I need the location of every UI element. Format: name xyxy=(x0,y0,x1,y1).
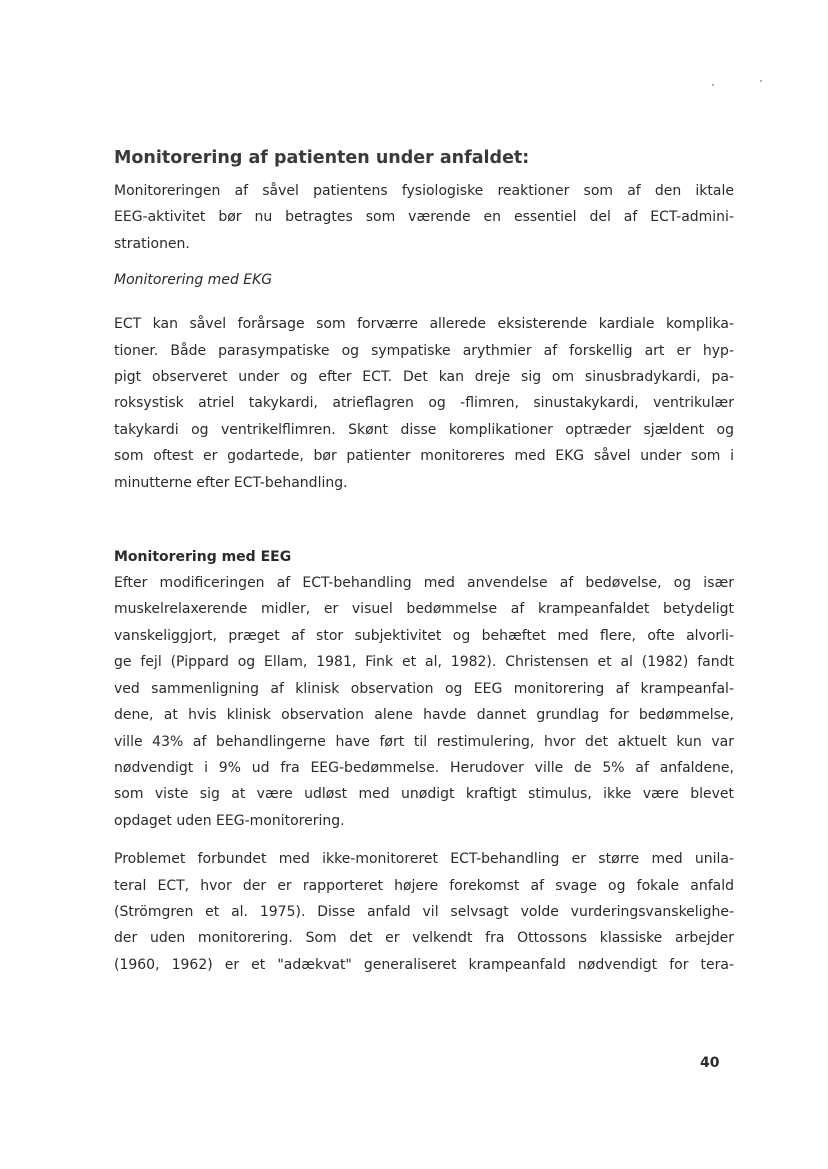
text-line: som viste sig at være udløst med unødigt kraftigt stimulus, ikke være blevet xyxy=(114,786,734,803)
text-line: muskelrelaxerende midler, er visuel bedømmelse af krampeanfaldet betydeligt xyxy=(114,601,734,618)
text-line: roksystisk atriel takykardi, atrieflagren og -flimren, sinustakykardi, ventrikulær xyxy=(114,395,734,412)
eeg-paragraph xyxy=(114,570,734,834)
text-line: dene, at hvis klinisk observation alene havde dannet grundlag for bedømmelse, xyxy=(114,707,734,724)
unilateral-paragraph xyxy=(114,846,734,978)
text-line: Problemet forbundet med ikke-monitoreret ECT-behandling er større med unila- xyxy=(114,851,734,868)
text-line: teral ECT, hvor der er rapporteret højere forekomst af svage og fokale anfald xyxy=(114,877,734,894)
text-line: som oftest er godartede, bør patienter monitoreres med EKG såvel under som i xyxy=(114,448,734,465)
text-line: minutterne efter ECT-behandling. xyxy=(114,474,348,491)
text-line: ved sammenligning af klinisk observation og EEG monitorering af krampeanfal- xyxy=(114,680,734,697)
text-line: ge fejl (Pippard og Ellam, 1981, Fink et al, 1982). Christensen et al (1982) fandt xyxy=(114,654,734,671)
text-line: (1960, 1962) er et "adækvat" generaliseret krampeanfald nødvendigt for tera- xyxy=(114,956,734,973)
text-line: der uden monitorering. Som det er velkendt fra Ottossons klassiske arbejder xyxy=(114,930,734,947)
text-line: Efter modificeringen af ECT-behandling med anvendelse af bedøvelse, og især xyxy=(114,575,734,592)
text-line: Monitoreringen af såvel patientens fysiologiske reaktioner som af den iktale xyxy=(114,183,734,199)
intro-paragraph xyxy=(114,178,734,257)
text-line: ECT kan såvel forårsage som forværre allerede eksisterende kardiale komplika- xyxy=(114,316,734,333)
text-line: opdaget uden EEG-monitorering. xyxy=(114,812,345,829)
text-line: (Strömgren et al. 1975). Disse anfald vil selvsagt volde vurderingsvanskelighe- xyxy=(114,903,734,920)
text-line: strationen. xyxy=(114,235,190,252)
text-line: EEG-aktivitet bør nu betragtes som værende en essentiel del af ECT-admini- xyxy=(114,209,734,226)
text-line: ville 43% af behandlingerne have ført til restimulering, hvor det aktuelt kun var xyxy=(114,733,734,750)
page-number: 40 xyxy=(700,1055,720,1071)
ekg-paragraph xyxy=(114,311,734,496)
text-line: takykardi og ventrikelflimren. Skønt disse komplikationer optræder sjældent og xyxy=(114,421,734,438)
text-line: pigt observeret under og efter ECT. Det kan dreje sig om sinusbradykardi, pa- xyxy=(114,369,734,386)
ekg-subheading: Monitorering med EKG xyxy=(114,272,273,289)
text-line: tioner. Både parasympatiske og sympatiske arythmier af forskellig art er hyp- xyxy=(114,342,734,359)
text-line: vanskeliggjort, præget af stor subjektivitet og behæftet med flere, ofte alvorli- xyxy=(114,627,734,644)
section-heading: Monitorering af patienten under anfaldet: xyxy=(114,148,530,168)
page-content xyxy=(114,146,734,978)
scan-speck xyxy=(760,80,762,82)
scan-speck xyxy=(712,84,714,86)
text-line: nødvendigt i 9% ud fra EEG-bedømmelse. Herudover ville de 5% af anfaldene, xyxy=(114,759,734,776)
eeg-subheading: Monitorering med EEG xyxy=(114,549,292,566)
